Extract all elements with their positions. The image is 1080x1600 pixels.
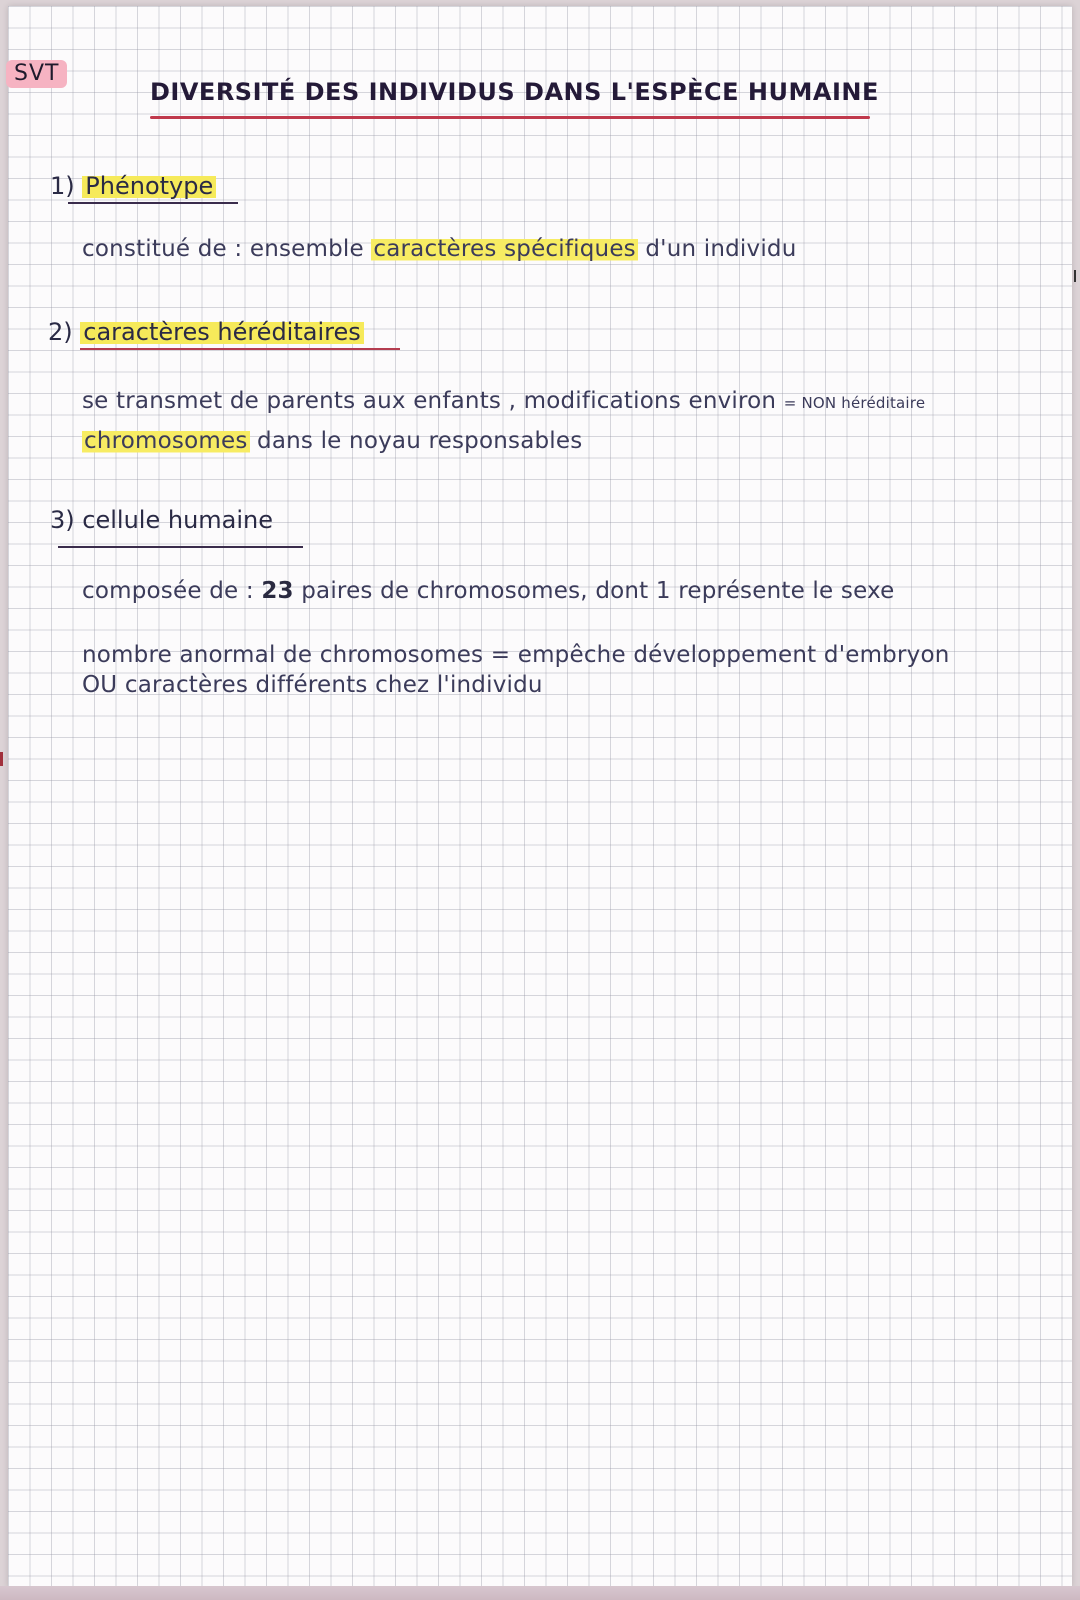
section-2-heading	[48, 318, 364, 346]
section-3-line-3	[82, 672, 543, 698]
section-2-number: 2)	[48, 318, 73, 346]
bold-run: 23	[261, 578, 294, 604]
right-edge-mark	[1074, 270, 1076, 282]
highlight-run: chromosomes	[84, 428, 248, 454]
section-2-underline	[80, 348, 400, 350]
highlight-run: caractères spécifiques	[373, 236, 636, 262]
text-run: dans le noyau responsables	[249, 428, 583, 454]
subject-tag: SVT	[6, 60, 67, 88]
notebook-bottom-edge	[0, 1586, 1080, 1600]
section-1-number: 1)	[50, 172, 75, 200]
text-run: d'un individu	[637, 236, 797, 262]
text-run: paires de chromosomes, dont 1 représente le sexe	[293, 578, 895, 604]
text-run: OU caractères différents chez l'individu	[82, 672, 543, 698]
section-1-underline	[68, 202, 238, 204]
section-1-line-1	[82, 236, 797, 262]
section-2-line-1	[82, 388, 925, 414]
section-3-title: cellule humaine	[82, 506, 274, 534]
text-run: se transmet de parents aux enfants , modifications environ	[82, 388, 784, 414]
left-edge-mark	[0, 752, 3, 766]
section-3-underline	[58, 546, 303, 548]
section-2-title: caractères héréditaires	[80, 318, 363, 346]
section-3-line-2	[82, 642, 950, 668]
section-1-title: Phénotype	[82, 172, 216, 200]
text-run: composée de :	[82, 578, 262, 604]
text-run: constitué de : ensemble	[82, 236, 372, 262]
section-3-heading	[50, 506, 273, 534]
text-run: nombre anormal de chromosomes = empêche développement d'embryon	[82, 642, 950, 668]
section-2-line-2	[82, 428, 582, 454]
section-3-number: 3)	[50, 506, 75, 534]
title-underline	[150, 116, 870, 119]
page-title: DIVERSITÉ DES INDIVIDUS DANS L'ESPÈCE HUMAINE	[150, 78, 879, 106]
small-text-run: = NON héréditaire	[783, 394, 926, 412]
section-1-heading	[50, 172, 216, 200]
section-3-line-1	[82, 578, 894, 604]
